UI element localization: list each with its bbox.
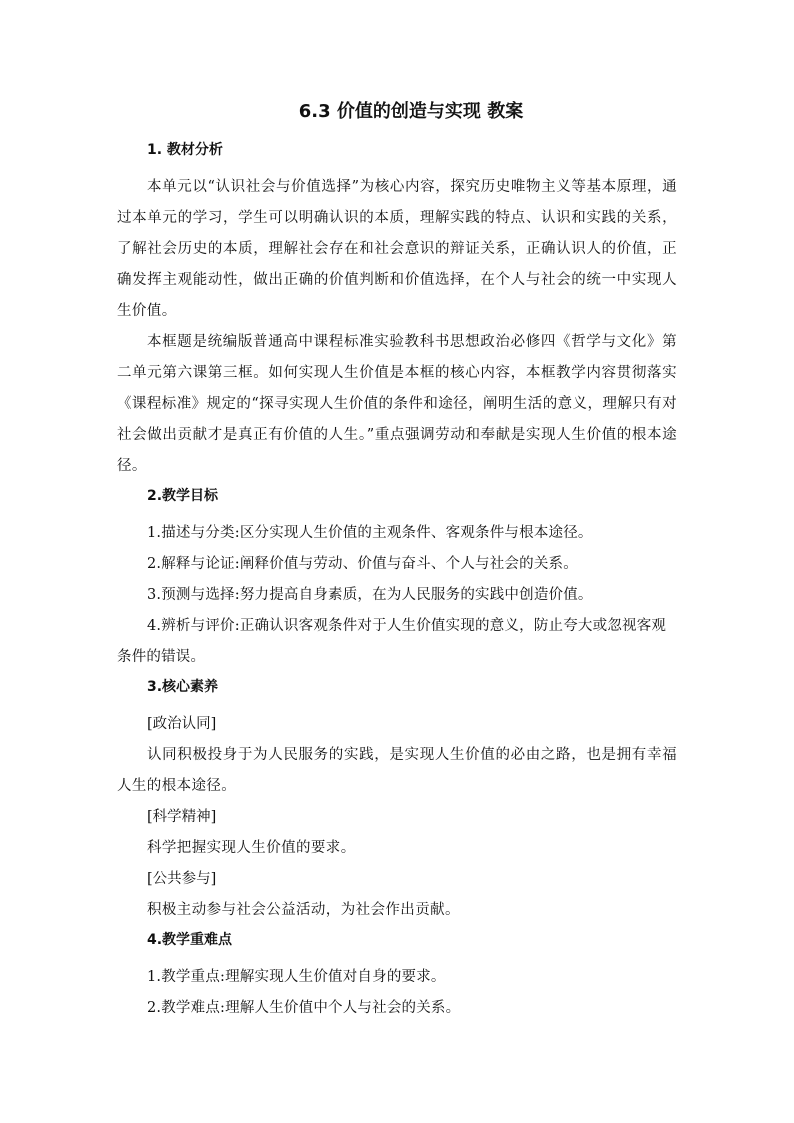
- list-item: 1.描述与分类:区分实现人生价值的主观条件、客观条件与根本途径。: [147, 525, 593, 541]
- section-core-literacy: [117, 677, 677, 926]
- paragraph: 本单元以“认识社会与价值选择”为核心内容，探究历史唯物主义等基本原理，通过本单元的学习，学生可以明确认识的本质，理解实践的特点、认识和实践的关系，了解社会历史的本质，理解社会存在和社会意识的辩证关系，正确认识人的价值，正确发挥主观能动性，做出正确的价值判断和价值选择，在个人与社会的统一中实现人生价值。: [117, 179, 677, 319]
- literacy-tag: [政治认同]: [147, 716, 217, 732]
- paragraph: 积极主动参与社会公益活动，为社会作出贡献。: [147, 902, 460, 918]
- paragraph: 科学把握实现人生价值的要求。: [147, 840, 356, 856]
- list-item: 3.预测与选择:努力提高自身素质，在为人民服务的实践中创造价值。: [147, 587, 593, 603]
- paragraph: 认同积极投身于为人民服务的实践，是实现人生价值的必由之路，也是拥有幸福人生的根本途径。: [117, 747, 677, 794]
- section-teaching-objectives: [117, 486, 677, 673]
- literacy-tag: [科学精神]: [147, 809, 217, 825]
- section-heading: 3.核心素养: [147, 679, 219, 695]
- document-title: 6.3 价值的创造与实现 教案: [298, 101, 524, 122]
- section-key-difficult-points: [117, 930, 677, 1024]
- list-item: 1.教学重点:理解实现人生价值对自身的要求。: [147, 969, 446, 985]
- section-textbook-analysis: [117, 140, 677, 482]
- section-heading: 1. 教材分析: [147, 142, 223, 158]
- section-heading: 4.教学重难点: [147, 932, 233, 948]
- document-body: [117, 98, 677, 1024]
- section-heading: 2.教学目标: [147, 488, 219, 504]
- list-item: 4.辨析与评价:正确认识客观条件对于人生价值实现的意义，防止夸大或忽视客观条件的错误。: [117, 618, 667, 665]
- list-item: 2.教学难点:理解人生价值中个人与社会的关系。: [147, 1000, 461, 1016]
- literacy-tag: [公共参与]: [147, 871, 217, 887]
- list-item: 2.解释与论证:阐释价值与劳动、价值与奋斗、个人与社会的关系。: [147, 556, 578, 572]
- paragraph: 本框题是统编版普通高中课程标准实验教科书思想政治必修四《哲学与文化》第二单元第六课第三框。如何实现人生价值是本框的核心内容，本框教学内容贯彻落实《课程标准》规定的“探寻实现人生价值的条件和途径，阐明生活的意义，理解只有对社会做出贡献才是真正有价值的人生。”重点强调劳动和奉献是实现人生价值的根本途径。: [117, 334, 677, 474]
